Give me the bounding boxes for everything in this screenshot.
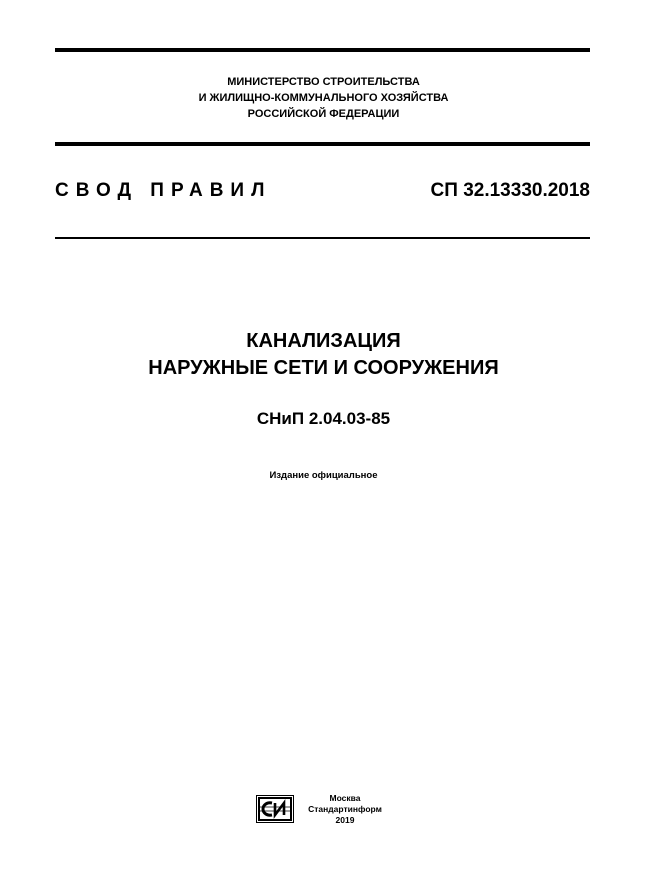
ministry-line-2: И ЖИЛИЩНО-КОММУНАЛЬНОГО ХОЗЯЙСТВА [198, 92, 449, 104]
ministry-line-1: МИНИСТЕРСТВО СТРОИТЕЛЬСТВА [227, 76, 420, 88]
publication-year: 2019 [335, 815, 355, 825]
document-code: СП 32.13330.2018 [430, 180, 590, 201]
title-line-2: НАРУЖНЫЕ СЕТИ И СООРУЖЕНИЯ [148, 357, 499, 379]
document-type-label: СВОД ПРАВИЛ [55, 180, 272, 201]
document-title [0, 328, 647, 382]
ministry-header [0, 74, 647, 122]
publisher-info [300, 793, 390, 826]
middle-thick-rule [55, 142, 590, 146]
publisher-city: Москва [329, 793, 361, 803]
title-line-1: КАНАЛИЗАЦИЯ [246, 330, 401, 352]
standartinform-logo-icon [256, 795, 294, 823]
publisher-name: Стандартинформ [308, 804, 382, 814]
top-thick-rule [55, 48, 590, 52]
ministry-line-3: РОССИЙСКОЙ ФЕДЕРАЦИИ [247, 108, 400, 120]
edition-note: Издание официальное [269, 470, 378, 481]
snip-code: СНиП 2.04.03-85 [256, 409, 391, 428]
thin-rule [55, 237, 590, 239]
